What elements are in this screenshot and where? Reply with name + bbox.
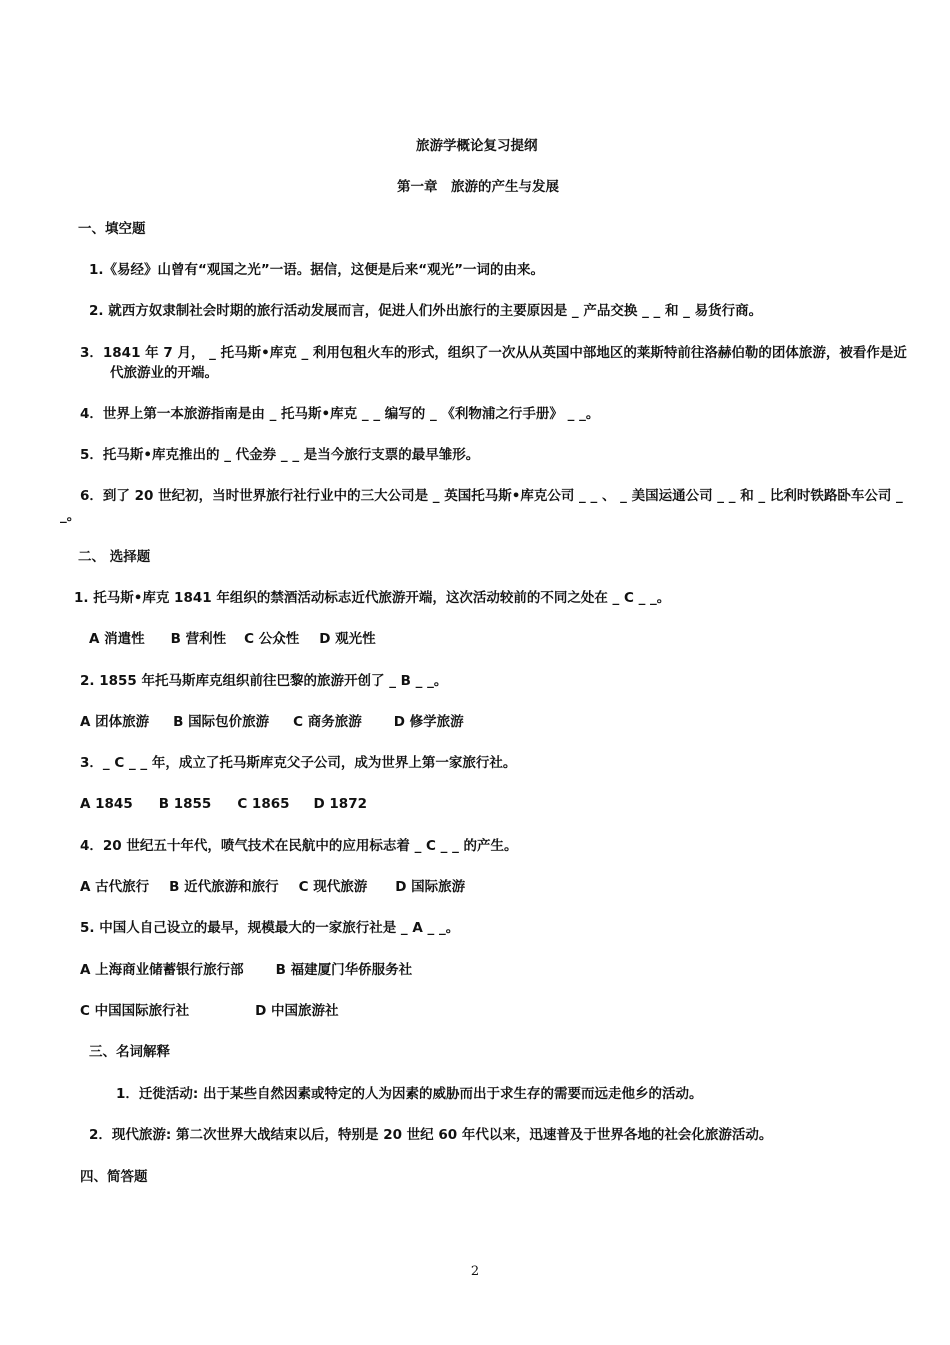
choice-question-3: 3．_ C _ _ 年，成立了托马斯库克父子公司，成为世界上第一家旅行社。	[80, 755, 517, 771]
choice-question-4: 4．20 世纪五十年代，喷气技术在民航中的应用标志着 _ C _ _ 的产生。	[80, 838, 518, 854]
option: A 团体旅游	[80, 714, 150, 730]
choice-options-1	[89, 629, 376, 649]
choice-options-5b	[80, 1001, 339, 1021]
section-heading-choice: 二、 选择题	[78, 549, 151, 565]
option: B 近代旅游和旅行	[169, 879, 279, 895]
option: B 国际包价旅游	[173, 714, 270, 730]
option: C 公众性	[244, 631, 300, 647]
section-heading-fill-blank: 一、填空题	[78, 221, 146, 237]
option: A 消遣性	[89, 631, 145, 647]
option: C 现代旅游	[298, 879, 368, 895]
option: B 营利性	[170, 631, 227, 647]
option: D 中国旅游社	[255, 1003, 339, 1019]
option: D 国际旅游	[395, 879, 466, 895]
option: C 中国国际旅行社	[80, 1003, 190, 1019]
choice-question-1: 1. 托马斯•库克 1841 年组织的禁酒活动标志近代旅游开端，这次活动较前的不同之处在 _ C _ _。	[74, 590, 671, 606]
choice-options-5a	[80, 960, 412, 980]
fill-blank-item-3-text: 3．1841 年 7 月， _ 托马斯•库克 _ 利用包租火车的形式，组织了一次从从英国中部地区的莱斯特前往洛赫伯勒的团体旅游，被看作是近代旅游业的开端。	[80, 345, 907, 381]
option: C 1865	[237, 796, 290, 812]
fill-blank-item-4: 4．世界上第一本旅游指南是由 _ 托马斯•库克 _ _ 编写的 _ 《利物浦之行手册》 _ _。	[80, 406, 600, 422]
option: A 1845	[80, 796, 133, 812]
fill-blank-item-5: 5．托马斯•库克推出的 _ 代金券 _ _ 是当今旅行支票的最早雏形。	[80, 447, 480, 463]
choice-options-4	[80, 877, 465, 897]
choice-question-5: 5. 中国人自己设立的最早，规模最大的一家旅行社是 _ A _ _。	[80, 920, 460, 936]
choice-options-2	[80, 712, 464, 732]
section-heading-terms: 三、名词解释	[89, 1044, 170, 1060]
fill-blank-item-6: 6．到了 20 世纪初，当时世界旅行社行业中的三大公司是 _ 英国托马斯•库克公司 _ _ 、 _ 美国运通公司 _ _ 和 _ 比利时铁路卧车公司 _ _。	[60, 488, 903, 524]
option: D 修学旅游	[393, 714, 464, 730]
option: C 商务旅游	[293, 714, 362, 730]
chapter-title: 第一章 旅游的产生与发展	[397, 179, 559, 195]
option: A 古代旅行	[80, 879, 150, 895]
section-heading-short-answer: 四、简答题	[80, 1169, 148, 1185]
option: B 1855	[158, 796, 212, 812]
fill-blank-item-3	[80, 343, 910, 383]
page-number: 2	[470, 1264, 480, 1279]
option: A 上海商业储蓄银行旅行部	[80, 962, 244, 978]
term-definition-1: 1．迁徙活动: 出于某些自然因素或特定的人为因素的威胁而出于求生存的需要而远走他乡的活动。	[116, 1086, 703, 1102]
option: D 观光性	[319, 631, 376, 647]
choice-question-2: 2. 1855 年托马斯库克组织前往巴黎的旅游开创了 _ B _ _。	[80, 673, 448, 689]
choice-options-3	[80, 794, 367, 814]
option: B 福建厦门华侨服务社	[275, 962, 413, 978]
document-title: 旅游学概论复习提纲	[416, 138, 538, 154]
fill-blank-item-2: 2. 就西方奴隶制社会时期的旅行活动发展而言，促进人们外出旅行的主要原因是 _ 产品交换 _ _ 和 _ 易货行商。	[89, 303, 763, 319]
option: D 1872	[313, 796, 367, 812]
fill-blank-item-1: 1.《易经》山曾有“观国之光”一语。据信，这便是后来“观光”一词的由来。	[89, 262, 545, 278]
term-definition-2: 2．现代旅游: 第二次世界大战结束以后，特别是 20 世纪 60 年代以来，迅速普及于世界各地的社会化旅游活动。	[89, 1127, 773, 1143]
